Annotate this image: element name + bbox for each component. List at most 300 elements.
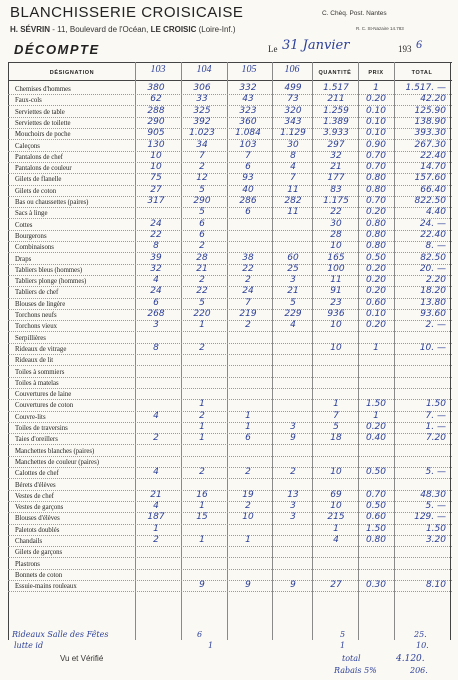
quantity-cell: 4 [333, 535, 339, 545]
price-cell: 0.50 [365, 467, 387, 478]
quantity-cell: 165 [327, 252, 345, 263]
count-col-3: 7 [245, 297, 251, 308]
count-col-2: 15 [196, 512, 208, 523]
table-row [0, 434, 458, 445]
total-cell: 82.50 [420, 252, 446, 263]
count-col-1: 380 [147, 83, 165, 93]
table-row [0, 536, 458, 547]
price-cell: 0.70 [365, 150, 387, 161]
total-cell: 822.50 [414, 196, 446, 206]
total-cell: 7.20 [425, 433, 446, 444]
count-col-3: 6 [245, 433, 251, 444]
count-col-2: 306 [193, 83, 211, 93]
quantity-cell: 1.259 [323, 105, 349, 116]
row-label: Serviettes de table [15, 108, 65, 116]
document-title: DÉCOMPTE [14, 42, 100, 57]
discount-label: Rabais 5% [334, 666, 377, 675]
total-label: total [342, 654, 361, 663]
price-cell: 0.60 [365, 297, 387, 308]
quantity-cell: 11 [330, 275, 342, 286]
quantity-cell: 3.933 [323, 128, 349, 139]
count-col-4: 21 [287, 286, 299, 297]
price-cell: 0.80 [365, 218, 387, 229]
count-col-2: 220 [193, 309, 211, 319]
quantity-cell: 10 [330, 467, 342, 478]
row-label: Manchettes de couleur (paires) [15, 458, 99, 466]
count-col-2: 290 [193, 196, 211, 206]
row-label: Manchettes blanches (paires) [15, 447, 95, 455]
row-label: Vestes de garçons [15, 504, 64, 512]
count-col-2: 1.023 [189, 128, 215, 139]
row-label: Gilets de garçons [15, 549, 63, 557]
count-col-1: 268 [147, 309, 165, 319]
total-cell: 129. — [414, 512, 446, 523]
quantity-cell: 30 [330, 218, 342, 229]
row-label: Blouses de lingère [15, 300, 66, 308]
row-label: Torchons neufs [15, 312, 57, 319]
count-col-4: 282 [284, 196, 302, 206]
row-label: Chemises d'hommes [15, 86, 71, 93]
row-label: Serpillières [15, 334, 46, 342]
price-cell: 0.80 [365, 241, 387, 252]
extra-line-1-quantity: 5 [340, 630, 346, 639]
price-cell: 0.80 [365, 173, 387, 184]
count-col-3: 9 [245, 580, 251, 591]
price-cell: 1 [373, 342, 379, 353]
quantity-cell: 10 [330, 320, 342, 331]
row-label: Couvre-lits [15, 413, 46, 421]
total-cell: 138.90 [414, 116, 446, 127]
count-col-1: 24 [150, 286, 162, 297]
count-col-1: 75 [150, 173, 162, 184]
quantity-cell: 177 [327, 173, 345, 184]
row-label: Faux-cols [15, 97, 42, 105]
price-cell: 0.50 [365, 501, 387, 512]
year-prefix: 193 [398, 44, 412, 54]
price-cell: 0.20 [365, 286, 387, 297]
total-cell: 18.20 [420, 286, 446, 297]
count-col-2: 2 [199, 342, 205, 353]
count-col-4: 1.129 [280, 128, 306, 139]
count-col-2: 1 [199, 501, 205, 512]
row-label: Cottes [15, 221, 33, 229]
count-col-3: 7 [245, 150, 251, 161]
count-col-2: 2 [199, 241, 205, 252]
table-row [0, 446, 458, 457]
row-label: Torchons vieux [15, 323, 57, 331]
count-col-3: 6 [245, 162, 251, 173]
total-cell: 10. — [419, 342, 446, 353]
count-col-2: 9 [199, 580, 205, 591]
count-col-1: 10 [150, 162, 162, 173]
row-label: Serviettes de toilette [15, 119, 71, 127]
price-cell: 1 [373, 83, 379, 93]
quantity-cell: 21 [330, 162, 342, 173]
row-label: Mouchoirs de poche [15, 131, 71, 139]
quantity-cell: 10 [330, 501, 342, 512]
company-name: BLANCHISSERIE CROISICAISE [10, 4, 244, 21]
quantity-cell: 1.389 [323, 116, 349, 127]
table-top-border [8, 62, 452, 63]
total-cell: 1. — [425, 422, 446, 432]
count-col-3: 2 [245, 275, 251, 286]
quantity-cell: 1 [333, 523, 339, 534]
price-cell: 0.70 [365, 196, 387, 206]
count-col-3: 93 [242, 173, 254, 184]
count-col-3: 10 [242, 512, 254, 523]
price-cell: 0.10 [365, 128, 387, 139]
count-col-3: 2 [245, 467, 251, 478]
count-col-4: 60 [287, 252, 299, 263]
total-cell: 13.80 [420, 297, 446, 308]
total-cell: 24. — [419, 218, 446, 229]
row-label: Pantalons de chef [15, 153, 63, 161]
count-col-4: 3 [290, 422, 296, 432]
table-row [0, 344, 458, 355]
quantity-cell: 10 [330, 241, 342, 252]
row-label: Bonnets de coton [15, 571, 63, 579]
city-name: LE CROISIC [150, 25, 197, 34]
count-col-1: 2 [153, 535, 159, 545]
count-col-4: 73 [287, 94, 299, 105]
quantity-cell: 28 [330, 229, 342, 240]
count-col-4: 229 [284, 309, 302, 319]
count-col-2: 33 [196, 94, 208, 105]
quantity-cell: 936 [327, 309, 345, 319]
count-col-3: 219 [239, 309, 257, 319]
street-address: - 11, Boulevard de l'Océan, [52, 25, 149, 34]
total-cell: 93.60 [420, 309, 446, 319]
count-col-3: 1 [245, 422, 251, 432]
count-col-3: 22 [242, 263, 254, 274]
price-cell: 0.60 [365, 512, 387, 523]
total-value: 4.120. [396, 654, 425, 664]
row-label: Couvertures de laine [15, 391, 72, 399]
row-label: Toiles de traversins [15, 425, 68, 432]
total-cell: 8. — [425, 241, 446, 252]
count-col-4: 11 [287, 184, 299, 195]
count-col-1: 317 [147, 196, 165, 206]
count-col-3: 43 [242, 94, 254, 105]
price-cell: 0.20 [365, 207, 387, 218]
count-col-2: 5 [199, 184, 205, 195]
column-number-4: 106 [284, 64, 300, 75]
discount-value: 206. [410, 666, 428, 675]
count-col-4: 25 [287, 263, 299, 274]
count-col-1: 290 [147, 116, 165, 127]
quantity-cell: 22 [330, 207, 342, 218]
count-col-4: 11 [287, 207, 299, 218]
table-row [0, 468, 458, 479]
count-col-4: 3 [290, 501, 296, 512]
count-col-1: 8 [153, 241, 159, 252]
count-col-4: 9 [290, 433, 296, 444]
count-col-4: 2 [290, 467, 296, 478]
total-cell: 48.30 [420, 489, 446, 500]
total-cell: 2.20 [425, 275, 446, 286]
extra-line-1-total: 25. [414, 630, 427, 639]
row-label: Paletots doublés [15, 526, 60, 534]
count-col-2: 28 [196, 252, 208, 263]
total-cell: 157.60 [414, 173, 446, 184]
header-quantity: QUANTITÉ [318, 70, 352, 76]
row-label: Bérets d'élèves [15, 481, 56, 489]
extra-line-1-count: 6 [197, 630, 203, 639]
total-cell: 14.70 [420, 162, 446, 173]
table-row [0, 367, 458, 378]
table-row [0, 559, 458, 570]
count-col-2: 16 [196, 489, 208, 500]
count-col-2: 2 [199, 275, 205, 286]
row-label: Caleçons [15, 142, 40, 150]
count-col-1: 1 [153, 523, 159, 534]
date-prefix: Le [268, 44, 278, 54]
column-number-2: 104 [196, 64, 212, 75]
price-cell: 0.10 [365, 309, 387, 319]
column-number-3: 105 [241, 64, 257, 75]
count-col-1: 4 [153, 410, 159, 421]
count-col-1: 4 [153, 467, 159, 478]
header-price: PRIX [368, 70, 384, 76]
count-col-3: 40 [242, 184, 254, 195]
count-col-2: 1 [199, 535, 205, 545]
total-cell: 393.30 [414, 128, 446, 139]
count-col-2: 34 [196, 139, 208, 150]
count-col-2: 1 [199, 422, 205, 432]
total-cell: 20. — [419, 263, 446, 274]
price-cell: 1 [373, 410, 379, 421]
extra-line-2-label: lutte id [14, 641, 44, 650]
count-col-2: 21 [196, 263, 208, 274]
row-label: Couvertures de coton [15, 402, 74, 410]
count-col-4: 30 [287, 139, 299, 150]
price-cell: 0.80 [365, 184, 387, 195]
count-col-2: 5 [199, 297, 205, 308]
total-cell: 3.20 [425, 535, 446, 545]
handwritten-year: 6 [416, 37, 422, 51]
count-col-2: 1 [199, 320, 205, 331]
row-label: Toiles à sommiers [15, 368, 65, 376]
row-label: Bourgerons [15, 232, 47, 240]
count-col-2: 2 [199, 410, 205, 421]
count-col-4: 5 [290, 297, 296, 308]
count-col-1: 130 [147, 139, 165, 150]
count-col-2: 12 [196, 173, 208, 184]
count-col-4: 7 [290, 173, 296, 184]
quantity-cell: 27 [330, 580, 342, 591]
count-col-3: 38 [242, 252, 254, 263]
total-cell: 4.40 [425, 207, 446, 218]
count-col-2: 5 [199, 207, 205, 218]
quantity-cell: 1.517 [323, 83, 349, 93]
header-bottom-border [8, 80, 452, 81]
total-cell: 7. — [425, 410, 446, 421]
quantity-cell: 1.175 [323, 196, 349, 206]
count-col-1: 24 [150, 218, 162, 229]
total-cell: 42.20 [420, 94, 446, 105]
count-col-1: 3 [153, 320, 159, 331]
price-cell: 1.50 [365, 399, 387, 410]
quantity-cell: 10 [330, 342, 342, 353]
row-label: Tabliers de chef [15, 289, 59, 297]
row-label: Toiles à matelas [15, 379, 59, 387]
row-label: Rideaux de vitrage [15, 345, 67, 353]
count-col-2: 7 [199, 150, 205, 161]
quantity-cell: 297 [327, 139, 345, 150]
total-cell: 2. — [425, 320, 446, 331]
price-cell: 0.30 [365, 580, 387, 591]
count-col-1: 2 [153, 433, 159, 444]
count-col-1: 4 [153, 501, 159, 512]
row-label: Tabliers plonge (hommes) [15, 278, 87, 286]
count-col-4: 3 [290, 275, 296, 286]
row-label: Combinaisons [15, 244, 54, 252]
quantity-cell: 69 [330, 489, 342, 500]
count-col-4: 3 [290, 512, 296, 523]
count-col-1: 39 [150, 252, 162, 263]
verified-stamp: Vu et Vérifié [60, 654, 104, 663]
price-cell: 0.20 [365, 320, 387, 331]
count-col-4: 9 [290, 580, 296, 591]
count-col-2: 2 [199, 467, 205, 478]
count-col-4: 4 [290, 320, 296, 331]
row-label: Chandails [15, 538, 43, 545]
count-col-3: 1 [245, 410, 251, 421]
count-col-3: 2 [245, 501, 251, 512]
quantity-cell: 7 [333, 410, 339, 421]
quantity-cell: 215 [327, 512, 345, 523]
handwritten-date: 31 Janvier [282, 38, 350, 53]
quantity-cell: 1 [333, 399, 339, 410]
count-col-3: 323 [239, 105, 257, 116]
count-col-4: 499 [284, 83, 302, 93]
row-label: Bas ou chaussettes (paires) [15, 199, 89, 206]
price-cell: 0.70 [365, 489, 387, 500]
total-cell: 1.50 [425, 523, 446, 534]
count-col-3: 332 [239, 83, 257, 93]
count-col-1: 8 [153, 342, 159, 353]
table-row [0, 581, 458, 592]
price-cell: 0.20 [365, 263, 387, 274]
total-cell: 8.10 [425, 580, 446, 591]
header-total: TOTAL [411, 70, 433, 76]
price-cell: 0.90 [365, 139, 387, 150]
proprietor-name: H. SÉVRIN [10, 25, 51, 34]
total-cell: 22.40 [420, 229, 446, 240]
count-col-4: 320 [284, 105, 302, 116]
postal-cheque: C. Chèq. Post. Nantes [322, 10, 387, 17]
count-col-2: 2 [199, 162, 205, 173]
row-label: Vestes de chef [15, 492, 54, 500]
region-name: (Loire-Inf.) [198, 25, 236, 34]
row-label: Plastrons [15, 560, 40, 568]
row-label: Gilets de coton [15, 187, 57, 195]
count-col-1: 22 [150, 229, 162, 240]
count-col-3: 6 [245, 207, 251, 218]
count-col-3: 286 [239, 196, 257, 206]
count-col-1: 4 [153, 275, 159, 286]
count-col-4: 4 [290, 162, 296, 173]
price-cell: 0.50 [365, 252, 387, 263]
row-label: Essuie-mains rouleaux [15, 583, 77, 591]
count-col-3: 103 [239, 139, 257, 150]
extra-line-2-total: 10. [416, 641, 429, 650]
count-col-3: 1.084 [235, 128, 261, 139]
row-label: Calottes de chef [15, 470, 59, 478]
total-cell: 22.40 [420, 150, 446, 161]
count-col-1: 905 [147, 128, 165, 139]
table-row [0, 378, 458, 389]
quantity-cell: 32 [330, 150, 342, 161]
count-col-1: 288 [147, 105, 165, 116]
price-cell: 1.50 [365, 523, 387, 534]
total-cell: 1.50 [425, 399, 446, 410]
count-col-3: 2 [245, 320, 251, 331]
row-label: Tabliers bleus (hommes) [15, 266, 83, 274]
count-col-2: 392 [193, 116, 211, 127]
price-cell: 0.70 [365, 162, 387, 173]
row-label: Blouses d'élèves [15, 515, 60, 523]
count-col-3: 360 [239, 116, 257, 127]
quantity-cell: 23 [330, 297, 342, 308]
row-label: Pantalons de couleur [15, 165, 72, 173]
table-row [0, 355, 458, 366]
header-designation: DÉSIGNATION [49, 70, 95, 76]
extra-line-1-label: Rideaux Salle des Fêtes [12, 630, 109, 639]
price-cell: 0.40 [365, 433, 387, 444]
count-col-2: 1 [199, 399, 205, 410]
quantity-cell: 18 [330, 433, 342, 444]
count-col-4: 13 [287, 489, 299, 500]
count-col-4: 343 [284, 116, 302, 127]
total-cell: 125.90 [414, 105, 446, 116]
count-col-4: 8 [290, 150, 296, 161]
total-cell: 5. — [425, 501, 446, 512]
price-cell: 0.80 [365, 229, 387, 240]
price-cell: 0.10 [365, 116, 387, 127]
count-col-2: 325 [193, 105, 211, 116]
row-label: Draps [15, 255, 32, 263]
count-col-1: 187 [147, 512, 165, 523]
table-row [0, 321, 458, 332]
row-label: Sacs à linge [15, 210, 48, 218]
column-number-1: 103 [150, 64, 166, 75]
count-col-1: 6 [153, 297, 159, 308]
count-col-1: 27 [150, 184, 162, 195]
price-cell: 0.80 [365, 535, 387, 545]
price-cell: 0.20 [365, 422, 387, 432]
quantity-cell: 211 [327, 94, 345, 105]
quantity-cell: 83 [330, 184, 342, 195]
count-col-2: 1 [199, 433, 205, 444]
row-label: Taies d'oreillers [15, 436, 58, 444]
count-col-1: 21 [150, 489, 162, 500]
row-label: Rideaux de lit [15, 357, 54, 365]
count-col-2: 6 [199, 229, 205, 240]
company-address [10, 25, 236, 34]
count-col-1: 10 [150, 150, 162, 161]
total-cell: 1.517. — [405, 83, 446, 93]
count-col-3: 24 [242, 286, 254, 297]
extra-line-2-count: 1 [208, 641, 214, 650]
count-col-3: 19 [242, 489, 254, 500]
extra-line-2-quantity: 1 [340, 641, 346, 650]
count-col-3: 1 [245, 535, 251, 545]
total-cell: 5. — [425, 467, 446, 478]
count-col-2: 6 [199, 218, 205, 229]
total-cell: 66.40 [420, 184, 446, 195]
quantity-cell: 91 [330, 286, 342, 297]
